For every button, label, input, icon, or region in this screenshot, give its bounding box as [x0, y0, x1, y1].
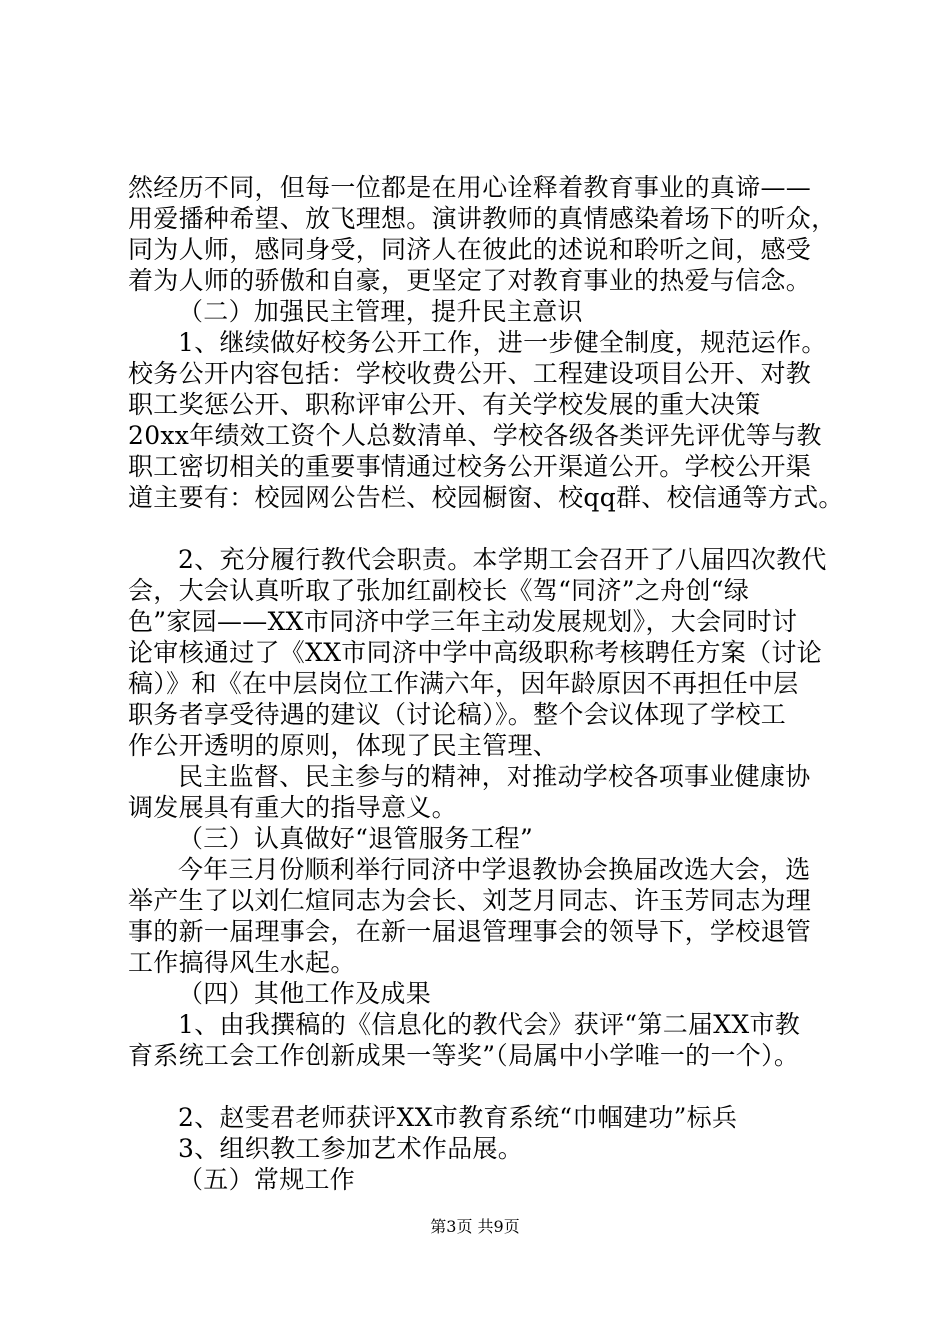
body-text-line: 稿）》和《在中层岗位工作满六年，因年龄原因不再担任中层	[128, 669, 799, 698]
body-text-line: 用爱播种希望、放飞理想。演讲教师的真情感染着场下的听众，	[128, 204, 837, 233]
body-text-line: 20xx年绩效工资个人总数清单、学校各级各类评先评优等与教	[128, 421, 822, 450]
body-text-line: 然经历不同，但每一位都是在用心诠释着教育事业的真谛——	[128, 173, 812, 202]
body-text-line: 2、充分履行教代会职责。本学期工会召开了八届四次教代	[178, 545, 827, 574]
body-text-line: 今年三月份顺利举行同济中学退教协会换届改选大会，选	[178, 855, 811, 884]
body-text-line: 职务者享受待遇的建议（讨论稿）》。整个会议体现了学校工	[128, 700, 787, 729]
body-text-line: 3、组织教工参加艺术作品展。	[178, 1134, 524, 1163]
body-text-line: 作公开透明的原则，体现了民主管理、	[128, 731, 559, 760]
body-text-line: 1、继续做好校务公开工作，进一步健全制度，规范运作。	[178, 328, 827, 357]
body-text-line: 校务公开内容包括：学校收费公开、工程建设项目公开、对教	[128, 359, 812, 388]
body-text-line: 举产生了以刘仁煊同志为会长、刘芝月同志、许玉芳同志为理	[128, 886, 812, 915]
body-text-line: 1、由我撰稿的《信息化的教代会》获评“第二届XX市教	[178, 1010, 801, 1039]
body-text-line: 同为人师，感同身受，同济人在彼此的述说和聆听之间，感受	[128, 235, 812, 264]
body-text-line: 论审核通过了《XX市同济中学中高级职称考核聘任方案（讨论	[128, 638, 822, 667]
body-text-line: 事的新一届理事会，在新一届退管理事会的领导下，学校退管	[128, 917, 812, 946]
body-text-line: 工作搞得风生水起。	[128, 948, 356, 977]
section-heading: （三）认真做好“退管服务工程”	[178, 824, 534, 853]
body-text-line: 调发展具有重大的指导意义。	[128, 793, 457, 822]
body-text-line: 职工奖惩公开、职称评审公开、有关学校发展的重大决策	[128, 390, 761, 419]
body-text-line: 色”家园——XX市同济中学三年主动发展规划》，大会同时讨	[128, 607, 798, 636]
section-heading: （四）其他工作及成果	[178, 979, 432, 1008]
body-text-line: 会，大会认真听取了张加红副校长《驾“同济”之舟创“绿	[128, 576, 750, 605]
body-text-line: 道主要有：校园网公告栏、校园橱窗、校qq群、校信通等方式。	[128, 483, 844, 512]
body-text-line: 育系统工会工作创新成果一等奖”（局属中小学唯一的一个）。	[128, 1041, 800, 1070]
section-heading: （五）常规工作	[178, 1165, 356, 1194]
body-text-line: 着为人师的骄傲和自豪，更坚定了对教育事业的热爱与信念。	[128, 266, 812, 295]
page-footer: 第3页 共9页	[430, 1217, 520, 1236]
body-text-line: 民主监督、民主参与的精神，对推动学校各项事业健康协	[178, 762, 811, 791]
body-text-line: 2、赵雯君老师获评XX市教育系统“巾帼建功”标兵	[178, 1103, 738, 1132]
body-text-line: 职工密切相关的重要事情通过校务公开渠道公开。学校公开渠	[128, 452, 812, 481]
section-heading: （二）加强民主管理，提升民主意识	[178, 297, 583, 326]
